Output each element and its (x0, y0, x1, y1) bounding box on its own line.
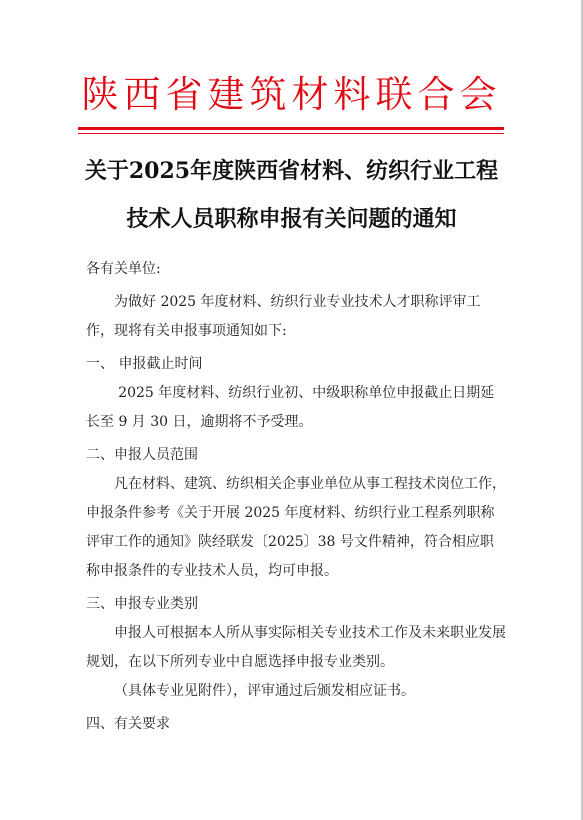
letterhead-organization: 陕西省建筑材料联合会 (81, 73, 502, 116)
intro-paragraph: 为做好 2025 年度材料、纺织行业专业技术人才职称评审工作，现将有关申报事项通知如下: (86, 294, 481, 339)
section-heading: 二、申报人员范围 (86, 447, 198, 463)
section-paragraph: 申报人可根据本人所从事实际相关专业技术工作及未来职业发展规划，在以下所列专业中自愿选择申报专业类别。 (86, 625, 506, 670)
salutation: 各有关单位: (86, 261, 161, 277)
letterhead-rule-thick (78, 127, 504, 130)
notice-title-line-1: 关于2025年度陕西省材料、纺织行业工程 (84, 158, 499, 184)
section-paragraph: 凡在材料、建筑、纺织相关企事业单位从事工程技术岗位工作，申报条件参考《关于开展 2025 年度材料、纺织行业工程系列职称评审工作的通知》陕经联发〔2025〕38 号文件精神，符合相应职称申报条件的专业技术人员，均可申报。 (86, 476, 506, 579)
section-heading: 三、申报专业类别 (86, 596, 198, 612)
section-paragraph: （具体专业见附件），评审通过后颁发相应证书。 (114, 683, 415, 699)
notice-body (86, 255, 506, 739)
notice-title-line-2: 技术人员职称申报有关问题的通知 (126, 206, 457, 232)
section-paragraph: 2025 年度材料、纺织行业初、中级职称单位申报截止日期延长至 9 月 30 日，逾期将不予受理。 (86, 385, 495, 430)
section-heading: 一、 申报截止时间 (86, 356, 203, 372)
letterhead-rule-thin (78, 133, 504, 134)
section-heading: 四、有关要求 (86, 716, 170, 732)
